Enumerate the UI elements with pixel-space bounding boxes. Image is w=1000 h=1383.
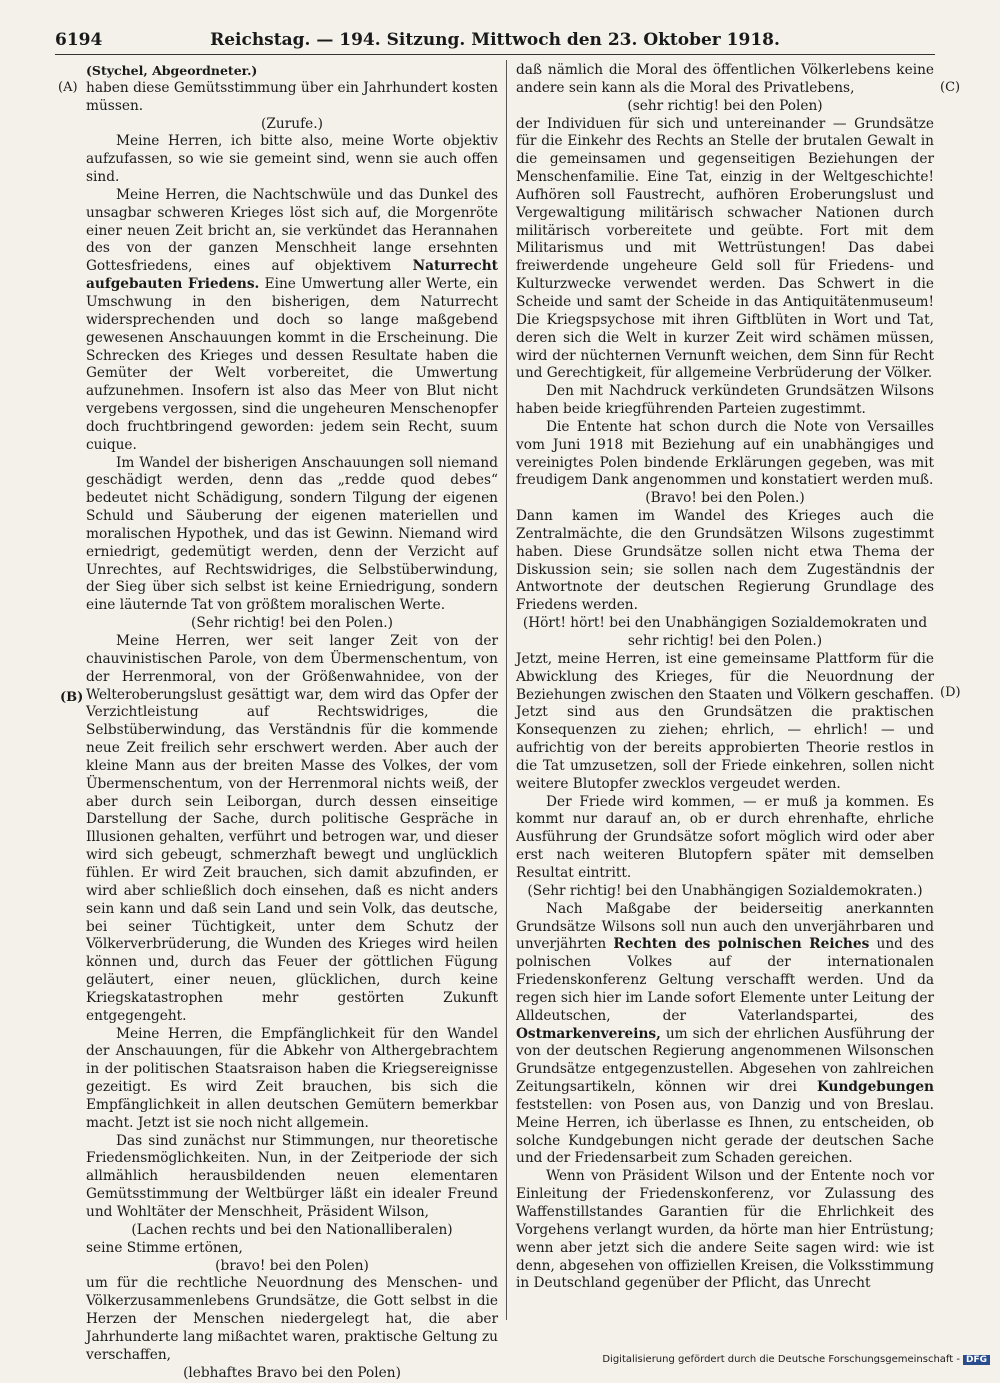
paragraph: daß nämlich die Moral des öffentlichen Völkerlebens keine andere sein kann als die Moral des Privatlebens, <box>516 62 934 96</box>
margin-mark-c: (C) <box>940 80 961 95</box>
right-column <box>516 62 934 1293</box>
paragraph: Die Entente hat schon durch die Note von Versailles vom Juni 1918 mit Beziehung auf ein unabhängiges und vereinigtes Polen bindende Erklärungen gegeben, was mit freudigem Dank angenommen und konstatiert werden muß. <box>516 418 934 489</box>
column-divider <box>506 60 507 1320</box>
text-run: Eine Umwertung aller Werte, ein Umschwung in den bisherigen, dem Naturrecht widersprechenden und doch so lange maßgebend gewesenen Anschauungen kommt in die Erscheinung. Die Schrecken des Krieges und dessen Resultate haben die Gemüter der Welt vorbereitet, die Umwertung aufzunehmen. Insofern ist also das Meer von Blut nicht vergebens vergossen, sind die ungeheuren Menschenopfer doch fruchtbringend geworden: jedem sein Recht, suum cuique. <box>86 276 498 453</box>
paragraph: Jetzt, meine Herren, ist eine gemeinsame Plattform für die Abwicklung des Krieges, für die Neuordnung der Beziehungen zwischen den Staaten und Völkern geschaffen. Jetzt sind aus den Grundsätzen die praktischen Konsequenzen zu ziehen; ehrlich, — ehrlich! — und aufrichtig von der bereits approbierten Theorie restlos in die Tat umzusetzen, soll der Friede einkehren, sollen nicht weitere Blutopfer zwecklos vergeudet werden. <box>516 650 935 792</box>
interjection: (Bravo! bei den Polen.) <box>645 490 805 507</box>
margin-mark-d: (D) <box>940 685 961 700</box>
emphasis: Kundgebungen <box>816 1079 934 1096</box>
interjection: (bravo! bei den Polen) <box>215 1257 369 1274</box>
paragraph: Im Wandel der bisherigen Anschauungen soll niemand geschädigt werden, denn das „redde quod debes“ bedeutet nicht Schädigung, sondern Tilgung der eigenen Schuld und Säuberung der eigenen materiellen und moralischen Hypothek, und das ist Gewinn. Niemand wird erniedrigt, gedemütigt werden, denn der Verzicht auf Unrechtes, auf Rechtswidriges, die Selbstüberwindung, der Sieg über sich selbst ist keine Erniedrigung, sondern eine läuternde Tat von größtem moralischen Werte. <box>86 454 498 614</box>
left-column <box>86 62 498 1382</box>
dfg-logo: DFG <box>963 1355 990 1365</box>
emphasis: Rechten des polnischen Reiches <box>613 936 870 953</box>
paragraph <box>86 187 498 455</box>
margin-mark-b: (B) <box>60 690 84 705</box>
interjection: (lebhaftes Bravo bei den Polen) <box>183 1364 401 1381</box>
emphasis: Ostmarkenvereins, <box>516 1025 661 1042</box>
paragraph: Den mit Nachdruck verkündeten Grundsätzen Wilsons haben beide kriegführenden Parteien zugestimmt. <box>516 383 934 418</box>
paragraph: um für die rechtliche Neuordnung des Menschen- und Völkerzusammenlebens Grundsätze, die Gott selbst in die Herzen der Menschen niedergelegt hat, die aber Jahrhunderte lang mißachtet waren, praktische Geltung zu verschaffen, <box>86 1275 498 1363</box>
paragraph: Meine Herren, die Empfänglichkeit für den Wandel der Anschauungen, für die Abkehr von Althergebrachtem in der politischen Staatsraison haben die Kriegsereignisse gezeitigt. Es wird Zeit brauchen, bis sich die Empfänglichkeit in allen deutschen Gemütern bemerkbar macht. Jetzt ist sie noch nicht allgemein. <box>86 1025 498 1131</box>
text-run: Nach Maßgabe der beiderseitig anerkannten Grundsätze Wilsons soll nun auch den unverjährbaren und unverjährten <box>516 900 934 953</box>
paragraph: Meine Herren, wer seit langer Zeit von der chauvinistischen Parole, von dem Übermenschentum, von der Herrenmoral, von der Größenwahnidee, von der Welteroberungslust gesättigt war, dem wird das Opfer der Verzichtleistung auf Rechtswidriges, die Selbstüberwindung, das Verständnis für die kommende neue Zeit freilich sehr erschwert werden. Aber auch der kleine Mann aus der breiten Masse des Volkes, der vom Übermenschentum, von der Herrenmoral nichts weiß, der aber durch sein Leiborgan, durch dessen einseitige Darstellung der Sache, durch politische Gespräche in Illusionen gehalten, verführt und betrogen war, und dieser wird sich gebeugt, schmerzhaft bewegt und unglücklich fühlen. Er wird Zeit brauchen, sich damit abzufinden, er wird aber schließlich doch einsehen, daß es nicht anders sein kann und daß sein Land und sein Volk, das deutsche, bei seiner Tüchtigkeit, unter dem Schutz der Völkerverbrüderung, die Wunden des Krieges wird heilen können und, durch das Feuer der göttlichen Fügung geläutert, einer neuen, glücklichen, durch keine Kriegskatastrophen mehr gestörten Zukunft entgegengeht. <box>86 633 498 1024</box>
interjection: (Sehr richtig! bei den Polen.) <box>191 615 393 632</box>
text-run: um sich der ehrlichen Ausführung der von der deutschen Regierung angenommenen Wilsonschen Grundsätze entgegenzustellen. Abgesehen von zahlreichen Zeitungsartikeln, können wir drei <box>516 1025 934 1096</box>
interjection: (Sehr richtig! bei den Unabhängigen Sozialdemokraten.) <box>527 882 923 899</box>
emphasis: Naturrecht aufgebauten Friedens. <box>86 258 498 293</box>
footer-text: Digitalisierung gefördert durch die Deutsche Forschungsgemeinschaft - <box>602 1354 960 1365</box>
paragraph: haben diese Gemütsstimmung über ein Jahrhundert kosten müssen. <box>86 79 498 114</box>
paragraph: Dann kamen im Wandel des Krieges auch die Zentralmächte, die den Grundsätzen Wilsons zugestimmt haben. Diese Grundsätze sollen nicht etwa Thema der Diskussion sein; sie sollen nach dem Zugeständnis der Antwortnote der deutschen Regierung Grundlage des Friedens werden. <box>516 508 934 614</box>
paragraph <box>516 901 934 1169</box>
running-head: Reichstag. — 194. Sitzung. Mittwoch den 23. Oktober 1918. <box>210 30 780 50</box>
paragraph: Wenn von Präsident Wilson und der Entente noch vor Einleitung der Friedenskonferenz, vor Zulassung des Waffenstillstandes Garantien für die Ehrlichkeit des Vorgehens verlangt wurden, da hörte man hier Entrüstung; wenn aber jetzt sich die andere Seite sagen wird: wie ist denn, abgesehen von offiziellen Kreisen, die Volksstimmung in Deutschland gegenüber der Pflicht, das Unrecht <box>516 1168 934 1292</box>
footer <box>600 1354 990 1365</box>
text-run: Meine Herren, die Nachtschwüle und das Dunkel des unsagbar schweren Krieges löst sich auf, die Morgenröte einer neuen Zeit bricht an, sie verkündet das Herannahen des von der ganzen Menschheit lange ersehnten Gottesfriedens, eines auf objektivem <box>86 186 498 275</box>
paragraph: Das sind zunächst nur Stimmungen, nur theoretische Friedensmöglichkeiten. Nun, in der Zeitperiode der sich allmählich herausbildenden neuen elementaren Gemütsstimmung der Weltbürger läßt ein idealer Freund und Wohltäter der Menschheit, Präsident Wilson, <box>86 1132 498 1220</box>
speaker-label: (Stychel, Abgeordneter.) <box>86 63 258 78</box>
paragraph: seine Stimme ertönen, <box>86 1239 243 1256</box>
interjection: (Hört! hört! bei den Unabhängigen Sozialdemokraten und sehr richtig! bei den Polen.) <box>522 615 928 649</box>
paragraph: Der Friede wird kommen, — er muß ja kommen. Es kommt nur darauf an, ob er durch ehrenhafte, ehrliche Ausführung der Grundsätze sofort möglich wird oder aber erst nach weiteren Blutopfern später mit demselben Resultat eintritt. <box>516 793 934 881</box>
page-number: 6194 <box>55 30 103 50</box>
interjection: (Zurufe.) <box>261 115 323 132</box>
paragraph: der Individuen für sich und untereinander — Grundsätze für die Einkehr des Rechts an Stelle der brutalen Gewalt in die gemeinsamen und gegenseitigen Beziehungen der Menschenfamilie. Eine Tat, einzig in der Weltgeschichte! Aufhören soll Faustrecht, aufhören Eroberungslust und Vergewaltigung militärisch schwacher Nationen durch militärisch vorbereitete und geübte. Fort mit dem Militarismus und mit Wettrüstungen! Das dabei freiwerdende ungeheure Geld soll für Friedens- und Kulturzwecke verwendet werden. Das Schwert in die Scheide und samt der Scheide in das Antiquitätenmuseum! Die Kriegspsychose mit ihren Giftblüten in Wort und Tat, deren sich die Welt in kurzer Zeit wird schämen müssen, wird der nüchternen Vernunft weichen, dem Sinn für Recht und Gerechtigkeit, für allgemeine Verbrüderung der Völker. <box>516 115 934 382</box>
text-run: und des polnischen Volkes auf der internationalen Friedenskonferenz Geltung verschafft werden. Und da regen sich hier im Lande sofort Elemente unter Leitung der Alldeutschen, der Vaterlandspartei, des <box>516 936 934 1024</box>
page-header <box>55 30 935 55</box>
paragraph: Meine Herren, ich bitte also, meine Worte objektiv aufzufassen, so wie sie gemeint sind, wenn sie auch offen sind. <box>86 133 498 186</box>
text-run: feststellen: von Posen aus, von Danzig und von Breslau. Meine Herren, ich überlasse es Ihnen, zu entscheiden, ob solche Kundgebungen nicht gerade der deutschen Sache und der Friedensarbeit zum Schaden gereichen. <box>516 1096 934 1167</box>
margin-mark-a: (A) <box>58 80 78 95</box>
interjection: (Lachen rechts und bei den Nationalliberalen) <box>131 1221 453 1238</box>
interjection: (sehr richtig! bei den Polen) <box>627 97 823 114</box>
